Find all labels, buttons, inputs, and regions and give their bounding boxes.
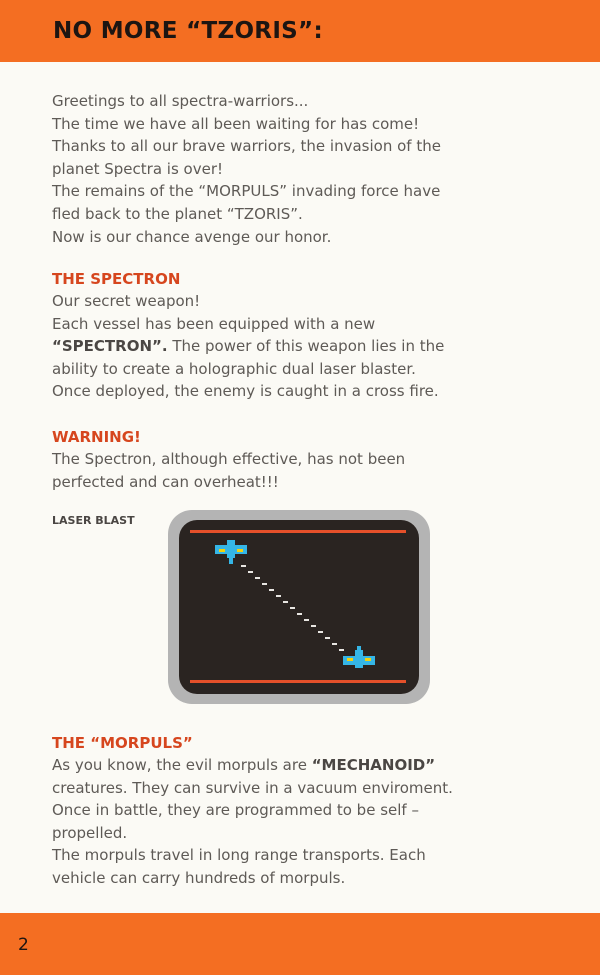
spectron-section bbox=[52, 268, 552, 403]
footer-band bbox=[0, 913, 600, 975]
morpuls-line: Once in battle, they are programmed to be self – bbox=[52, 801, 419, 820]
morpuls-line: creatures. They can survive in a vacuum enviroment. bbox=[52, 778, 453, 797]
morpuls-heading: THE “MORPULS” bbox=[52, 734, 193, 752]
morpuls-line: vehicle can carry hundreds of morpuls. bbox=[52, 868, 346, 887]
intro-line: Thanks to all our brave warriors, the invasion of the bbox=[52, 137, 441, 156]
intro-line: The remains of the “MORPULS” invading force have bbox=[52, 182, 441, 201]
figure-caption: LASER BLAST bbox=[52, 514, 135, 527]
spectron-line bbox=[52, 335, 552, 358]
warning-section bbox=[52, 426, 552, 493]
intro-line: The time we have all been waiting for has come! bbox=[52, 114, 420, 133]
page-number: 2 bbox=[18, 935, 29, 955]
header-band bbox=[0, 0, 600, 62]
intro-line: Now is our chance avenge our honor. bbox=[52, 227, 332, 246]
morpuls-line: propelled. bbox=[52, 823, 128, 842]
warning-heading: WARNING! bbox=[52, 428, 141, 446]
warning-line: perfected and can overheat!!! bbox=[52, 472, 279, 491]
bottom-laser-line bbox=[190, 680, 406, 683]
intro-line: fled back to the planet “TZORIS”. bbox=[52, 204, 303, 223]
spectron-line: Once deployed, the enemy is caught in a cross fire. bbox=[52, 382, 439, 401]
warning-line: The Spectron, although effective, has not been bbox=[52, 450, 406, 468]
morpuls-line-start: As you know, the evil morpuls are bbox=[52, 756, 312, 774]
morpuls-section bbox=[52, 732, 552, 890]
intro-section bbox=[52, 90, 552, 248]
spectron-emphasis: “SPECTRON”. bbox=[52, 337, 168, 356]
morpuls-line: The morpuls travel in long range transports. Each bbox=[52, 846, 426, 865]
spectron-heading: THE SPECTRON bbox=[52, 270, 181, 288]
morpuls-line bbox=[52, 754, 552, 777]
intro-line: planet Spectra is over! bbox=[52, 159, 224, 178]
spectron-line-rest: The power of this weapon lies in the bbox=[167, 337, 445, 356]
spectron-line: Each vessel has been equipped with a new bbox=[52, 314, 376, 333]
intro-line: Greetings to all spectra-warriors... bbox=[52, 92, 309, 110]
morpuls-emphasis: “MECHANOID” bbox=[311, 756, 436, 774]
laser-blast-screenshot bbox=[168, 510, 430, 704]
page-title: NO MORE “TZORIS”: bbox=[53, 18, 323, 44]
top-laser-line bbox=[190, 530, 406, 533]
spectron-line: Our secret weapon! bbox=[52, 292, 201, 310]
spectron-line: ability to create a holographic dual laser blaster. bbox=[52, 359, 416, 378]
